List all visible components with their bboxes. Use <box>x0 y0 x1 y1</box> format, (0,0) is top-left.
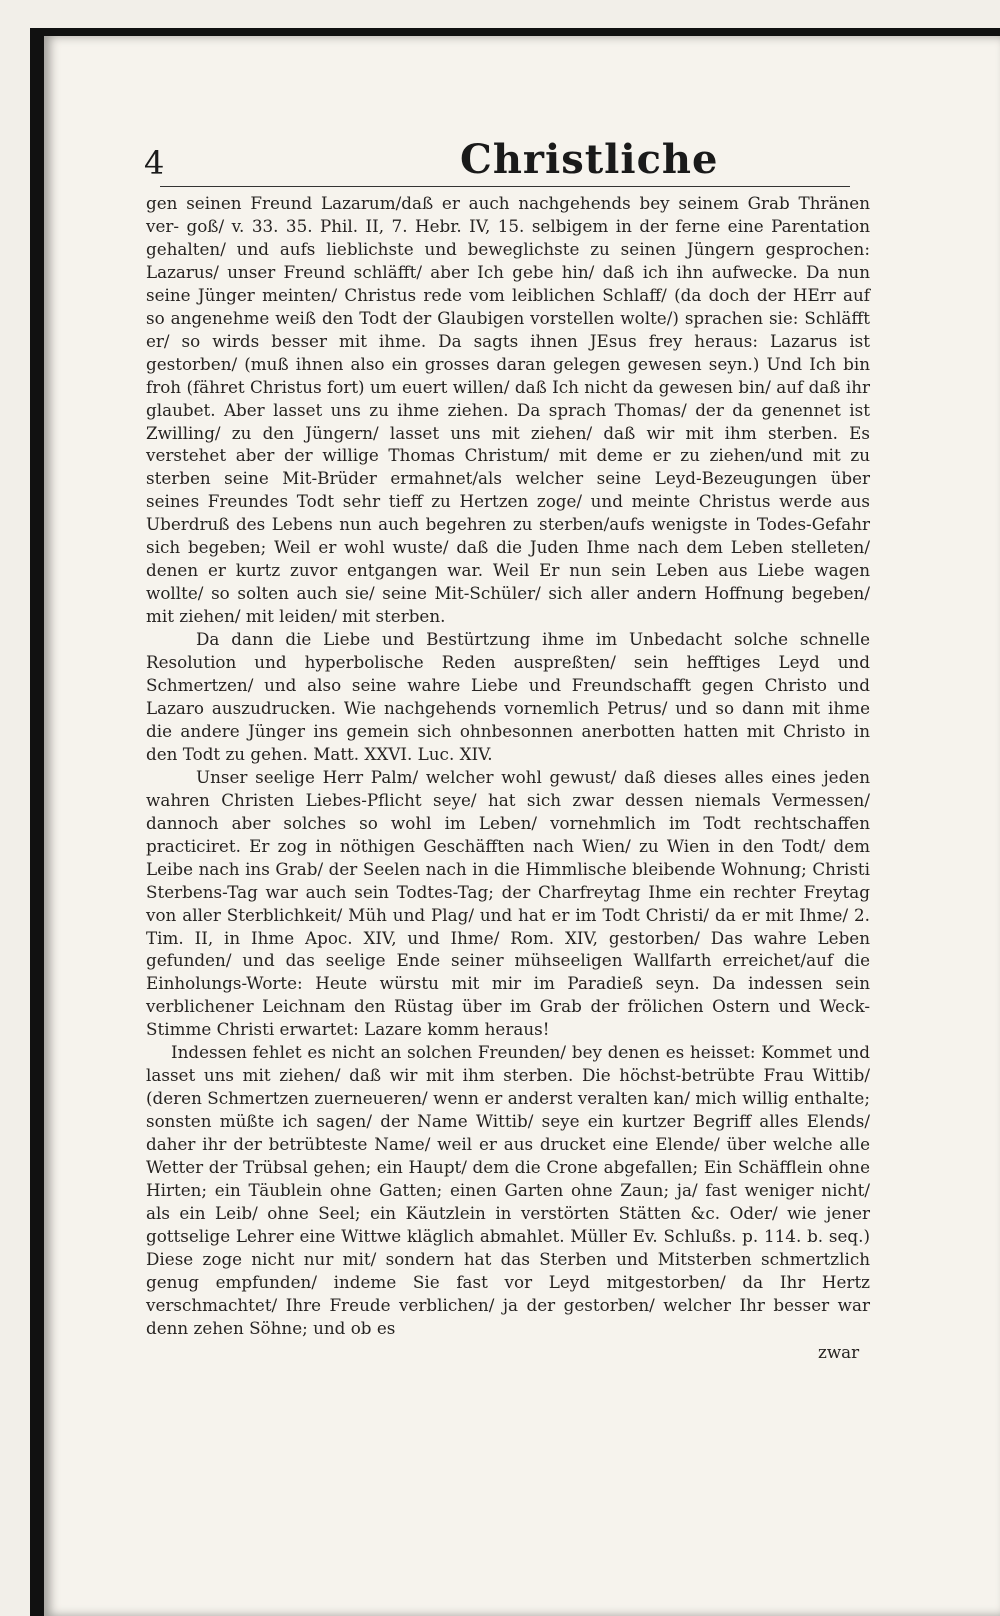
paragraph-2: Da dann die Liebe und Bestürtzung ihme im Unbedacht solche schnelle Resolution und hyperbolische Reden auspreßten/ sein hefftiges Leyd und Schmertzen/ und also seine wahre Liebe und Freundschafft gegen Christo und Lazaro auszudrucken. Wie nachgehends vornemlich Petrus/ und so dann mit ihme die andere Jünger ins gemein sich ohnbesonnen anerbotten hatten mit Christo in den Todt zu gehen. Matt. XXVI. Luc. XIV. <box>146 629 870 764</box>
running-head: Christliche <box>460 136 719 183</box>
body-text <box>146 192 870 1340</box>
paragraph-1: gen seinen Freund Lazarum/daß er auch nachgehends bey seinem Grab Thränen ver- goß/ v. 33. 35. Phil. II, 7. Hebr. IV, 15. selbigem in der ferne eine Parentation gehalten/ und aufs lieblichste und beweglichste zu seinen Jüngern gesprochen: Lazarus/ unser Freund schläfft/ aber Ich gebe hin/ daß ich ihn aufwecke. Da nun seine Jünger meinten/ Christus rede vom leiblichen Schlaff/ (da doch der HErr auf so angenehme weiß den Todt der Glaubigen vorstellen wolte/) sprachen sie: Schläfft er/ so wirds besser mit ihme. Da sagts ihnen JEsus frey heraus: Lazarus ist gestorben/ (muß ihnen also ein grosses daran gelegen gewesen seyn.) Und Ich bin froh (fähret Christus fort) um euert willen/ daß Ich nicht da gewesen bin/ auf daß ihr glaubet. Aber lasset uns zu ihme ziehen. Da sprach Thomas/ der da genennet ist Zwilling/ zu den Jüngern/ lasset uns mit ziehen/ daß wir mit ihm sterben. Es verstehet aber der willige Thomas Christum/ mit deme er zu ziehen/und mit zu sterben seine Mit-Brüder ermahnet/als welcher seine Leyd-Bezeugungen über seines Freundes Todt sehr tieff zu Hertzen zoge/ und meinte Christus werde aus Uberdruß des Lebens nun auch begehren zu sterben/aufs wenigste in Todes-Gefahr sich begeben; Weil er wohl wuste/ daß die Juden Ihme nach dem Leben stelleten/ denen er kurtz zuvor entgangen war. Weil Er nun sein Leben aus Liebe wagen wollte/ so solten auch sie/ seine Mit-Schüler/ sich aller andern Hoffnung begeben/ mit ziehen/ mit leiden/ mit sterben. <box>146 193 870 627</box>
catchword: zwar <box>818 1342 860 1362</box>
page-header <box>100 134 860 190</box>
paragraph-4: Indessen fehlet es nicht an solchen Freunden/ bey denen es heisset: Kommet und lasset uns mit ziehen/ daß wir mit ihm sterben. Die höchst-betrübte Frau Wittib/ (deren Schmertzen zuerneueren/ wenn er anderst veralten kan/ mich willig enthalte; sonsten müßte ich sagen/ der Name Wittib/ seye ein kurtzer Begriff alles Elends/ daher ihr der betrübteste Name/ weil er aus drucket eine Elende/ über welche alle Wetter der Trübsal gehen; ein Haupt/ dem die Crone abgefallen; Ein Schäfflein ohne Hirten; ein Täublein ohne Gatten; einen Garten ohne Zaun; ja/ fast weniger nicht/ als ein Leib/ ohne Seel; ein Käutzlein in verstörten Stätten &c. Oder/ wie jener gottselige Lehrer eine Wittwe kläglich abmahlet. Müller Ev. Schlußs. p. 114. b. seq.) Diese zoge nicht nur mit/ sondern hat das Sterben und Mitsterben schmertzlich genug empfunden/ indeme Sie fast vor Leyd mitgestorben/ da Ihr Hertz verschmachtet/ Ihre Freude verblichen/ ja der gestorben/ welcher Ihr besser war denn zehen Söhne; und ob es <box>146 1042 870 1338</box>
page-number: 4 <box>144 144 165 182</box>
paragraph-3: Unser seelige Herr Palm/ welcher wohl gewust/ daß dieses alles eines jeden wahren Christen Liebes-Pflicht seye/ hat sich zwar dessen niemals Vermessen/ dannoch aber solches so wohl im Leben/ vornehmlich im Todt rechtschaffen practiciret. Er zog in nöthigen Geschäfften nach Wien/ zu Wien in den Todt/ dem Leibe nach ins Grab/ der Seelen nach in die Himmlische bleibende Wohnung; Christi Sterbens-Tag war auch sein Todtes-Tag; der Charfreytag Ihme ein rechter Freytag von aller Sterblichkeit/ Müh und Plag/ und hat er im Todt Christi/ da er mit Ihme/ 2. Tim. II, in Ihme Apoc. XIV, und Ihme/ Rom. XIV, gestorben/ Das wahre Leben gefunden/ und das seelige Ende seiner mühseeligen Wallfarth erreichet/auf die Einholungs-Worte: Heute würstu mit mir im Paradieß seyn. Da indessen sein verblichener Leichnam den Rüstag über im Grab der frölichen Ostern und Weck-Stimme Christi erwartet: Lazare komm heraus! <box>146 766 870 1040</box>
header-rule <box>160 186 850 187</box>
